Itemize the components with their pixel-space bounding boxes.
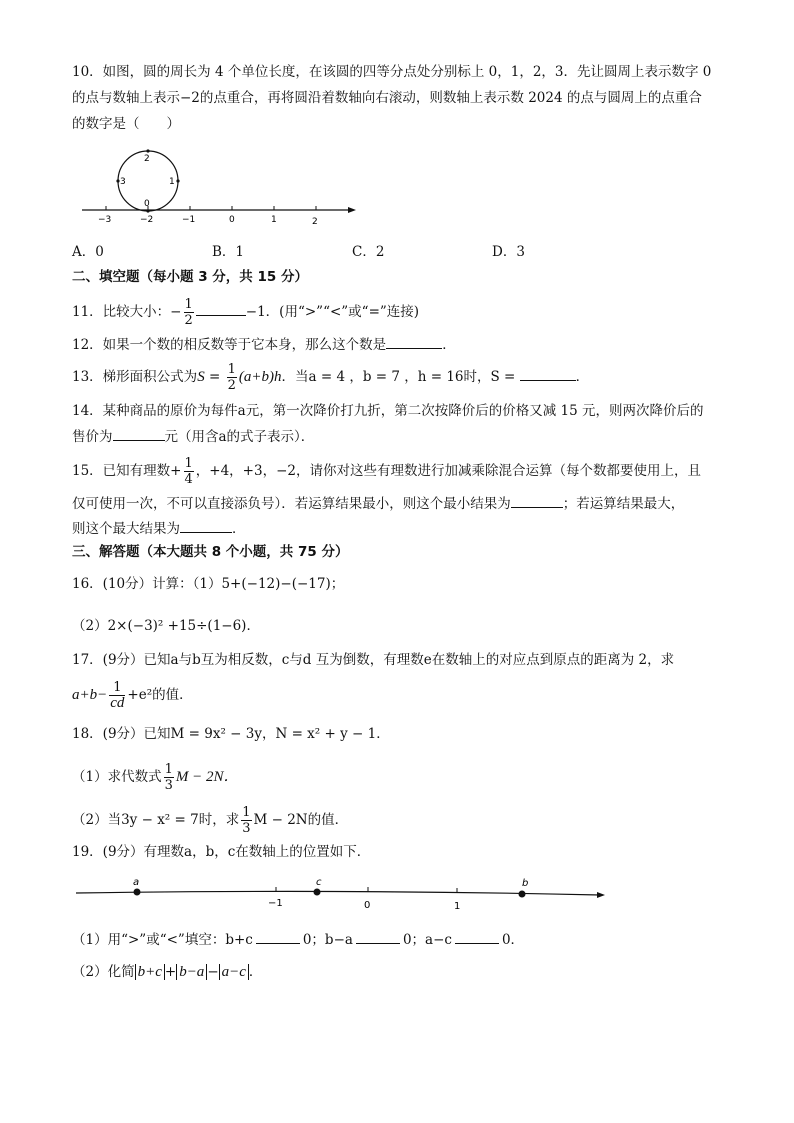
- tick-label--1: −1: [182, 215, 196, 225]
- q13-paren: (a+b)h: [238, 369, 282, 385]
- q11: [72, 297, 419, 328]
- q19-label-a: a: [133, 877, 140, 888]
- q10-figure-circle-number-line: [80, 143, 365, 228]
- tick-label--2: −2: [140, 215, 154, 225]
- q18-p1-fraction: $\frac{1}{3}$: [164, 762, 173, 793]
- q19-p1-c: 0；a−c: [402, 932, 452, 948]
- q19-tick-label--1: −1: [268, 898, 283, 909]
- q19-line1: 19．(9分）有理数a，b，c在数轴上的位置如下．: [72, 844, 371, 860]
- q18-p1-prefix: （1）求代数式: [72, 769, 162, 785]
- q15-line2-prefix: 仅可使用一次，不可以直接添负号）．若运算结果最小，则这个最小结果为: [72, 496, 511, 512]
- tick-label-2: 2: [312, 217, 318, 227]
- q16-line1: 16．(10分）计算：（1）5+(−12)−(−17)；: [72, 576, 345, 592]
- option-a[interactable]: A．0: [72, 244, 104, 260]
- q15-line1-rest: ，+4，+3，−2，请你对这些有理数进行加减乘除混合运算（每个数都要使用上，且: [195, 463, 701, 479]
- q12-end: ．: [442, 337, 456, 353]
- q12-text: 12．如果一个数的相反数等于它本身，那么这个数是: [72, 337, 387, 353]
- q19-p2-end: ．: [248, 964, 263, 980]
- q19-number-line-arrow: [597, 892, 605, 898]
- q13-answer-blank[interactable]: [520, 366, 576, 381]
- q18-p2-fraction: $\frac{1}{3}$: [242, 805, 251, 836]
- circle-point-1: [176, 179, 179, 182]
- q19-minus: −: [207, 964, 219, 980]
- q15-line2-suffix: ；若运算结果最大，: [562, 496, 685, 512]
- number-line-arrow: [348, 207, 356, 213]
- q13-prefix: 13．梯形面积公式为: [72, 369, 198, 385]
- circle-label-3: 3: [120, 177, 126, 187]
- q19-part2: [72, 962, 262, 982]
- q14-line1: 14．某种商品的原价为每件a元，第一次降价打九折，第二次按降价后的价格又减 15 元，则两次降价后的: [72, 403, 704, 419]
- q13-end: ．: [575, 369, 590, 385]
- q19-p2-prefix: （2）化简: [72, 964, 135, 980]
- q15-fraction: $\frac{1}{4}$: [184, 456, 193, 487]
- q10-text-line3: 的数字是（ ）: [72, 116, 180, 132]
- q19-label-b: b: [522, 878, 529, 889]
- q11-fraction: $\frac{1}{2}$: [184, 297, 193, 328]
- q15-max-blank[interactable]: [180, 518, 232, 533]
- q19-blank-3[interactable]: [455, 929, 499, 944]
- q19-point-b: [519, 891, 526, 898]
- q19-blank-2[interactable]: [356, 929, 400, 944]
- q19-p1-a: （1）用“>”或“<”填空：b+c: [72, 932, 253, 948]
- q13: [72, 362, 589, 393]
- section-2-heading: 二、填空题（每小题 3 分，共 15 分）: [72, 269, 308, 285]
- q19-point-c: [314, 889, 321, 896]
- q11-middle: −1．(用“>”“<”或“=”连接): [245, 304, 420, 320]
- circle-point-2: [146, 149, 149, 152]
- q15-line3: [72, 518, 246, 539]
- q12: [72, 334, 456, 355]
- q18-part1: [72, 762, 239, 793]
- q15-line1: [72, 456, 701, 487]
- q14-answer-blank[interactable]: [113, 426, 165, 441]
- option-c[interactable]: C．2: [352, 244, 385, 260]
- q18-p1-suffix: M − 2N．: [175, 769, 239, 785]
- q15-line2: [72, 493, 684, 514]
- q19-p1-d: 0．: [501, 932, 525, 948]
- q18-p2-prefix: （2）当3y − x² = 7时，求: [72, 812, 240, 828]
- q17-line2: [72, 680, 193, 711]
- q11-prefix: 11．比较大小：−: [72, 304, 182, 320]
- q15-prefix: 15．已知有理数+: [72, 463, 182, 479]
- q18-line1: 18．(9分）已知M = 9x² − 3y，N = x² + y − 1．: [72, 726, 390, 742]
- q19-blank-1[interactable]: [256, 929, 300, 944]
- option-b[interactable]: B．1: [212, 244, 245, 260]
- q19-plus: +: [164, 964, 177, 980]
- q17-fraction: $\frac{1}{cd}$: [110, 680, 125, 711]
- q18-part2: [72, 805, 348, 836]
- q13-symbol-s: S: [197, 369, 205, 385]
- q10-text-line1: 10．如图，圆的周长为 4 个单位长度，在该圆的四等分点处分别标上 0，1，2，3．先让圆周上表示数字 0: [72, 64, 712, 80]
- q17-expr-suffix: +e²的值．: [127, 687, 193, 703]
- q19-p1-b: 0；b−a: [302, 932, 353, 948]
- q15-min-blank[interactable]: [511, 493, 563, 508]
- q19-tick-label-0: 0: [364, 900, 371, 911]
- q15-line3-suffix: ．: [232, 521, 246, 537]
- q14-line2-suffix: 元（用含a的式子表示）．: [164, 429, 315, 445]
- q19-abs-1: b+c: [135, 964, 165, 980]
- q10-text-line2: 的点与数轴上表示−2的点重合，再将圆沿着数轴向右滚动，则数轴上表示数 2024 的点与圆周上的点重合: [72, 90, 702, 106]
- q13-condition: ．当a = 4 ，b = 7 ，h = 16时，S =: [281, 369, 520, 385]
- q16-line2: （2）2×(−3)² +15÷(1−6)．: [72, 618, 260, 634]
- q19-part1: [72, 929, 524, 950]
- q19-abs-3: a−c: [219, 964, 249, 980]
- circle-label-0: 0: [144, 199, 150, 209]
- q17-expr-prefix: a+b−: [72, 687, 108, 703]
- q19-abs-2: b−a: [176, 964, 207, 980]
- q15-line3-prefix: 则这个最大结果为: [72, 521, 180, 537]
- q12-answer-blank[interactable]: [386, 334, 442, 349]
- q19-point-a: [134, 889, 141, 896]
- q11-answer-blank[interactable]: [196, 301, 246, 316]
- q19-tick-label-1: 1: [454, 901, 461, 912]
- q14-line2: [72, 426, 314, 447]
- circle-label-1: 1: [169, 177, 175, 187]
- q14-line2-prefix: 售价为: [72, 429, 113, 445]
- q13-eq: =: [204, 369, 225, 385]
- tick-label-1: 1: [271, 215, 277, 225]
- section-3-heading: 三、解答题（本大题共 8 个小题，共 75 分）: [72, 544, 349, 560]
- tick-label--3: −3: [98, 215, 112, 225]
- q19-number-line-figure: [72, 875, 612, 915]
- q18-p2-suffix: M − 2N的值．: [253, 812, 349, 828]
- circle-label-2: 2: [144, 154, 150, 164]
- q17-line1: 17．(9分）已知a与b互为相反数，c与d 互为倒数，有理数e在数轴上的对应点到原点的距离为 2，求: [72, 652, 675, 668]
- q13-fraction: $\frac{1}{2}$: [227, 362, 236, 393]
- q19-label-c: c: [316, 877, 322, 888]
- tick-label-0: 0: [229, 215, 235, 225]
- option-d[interactable]: D．3: [492, 244, 525, 260]
